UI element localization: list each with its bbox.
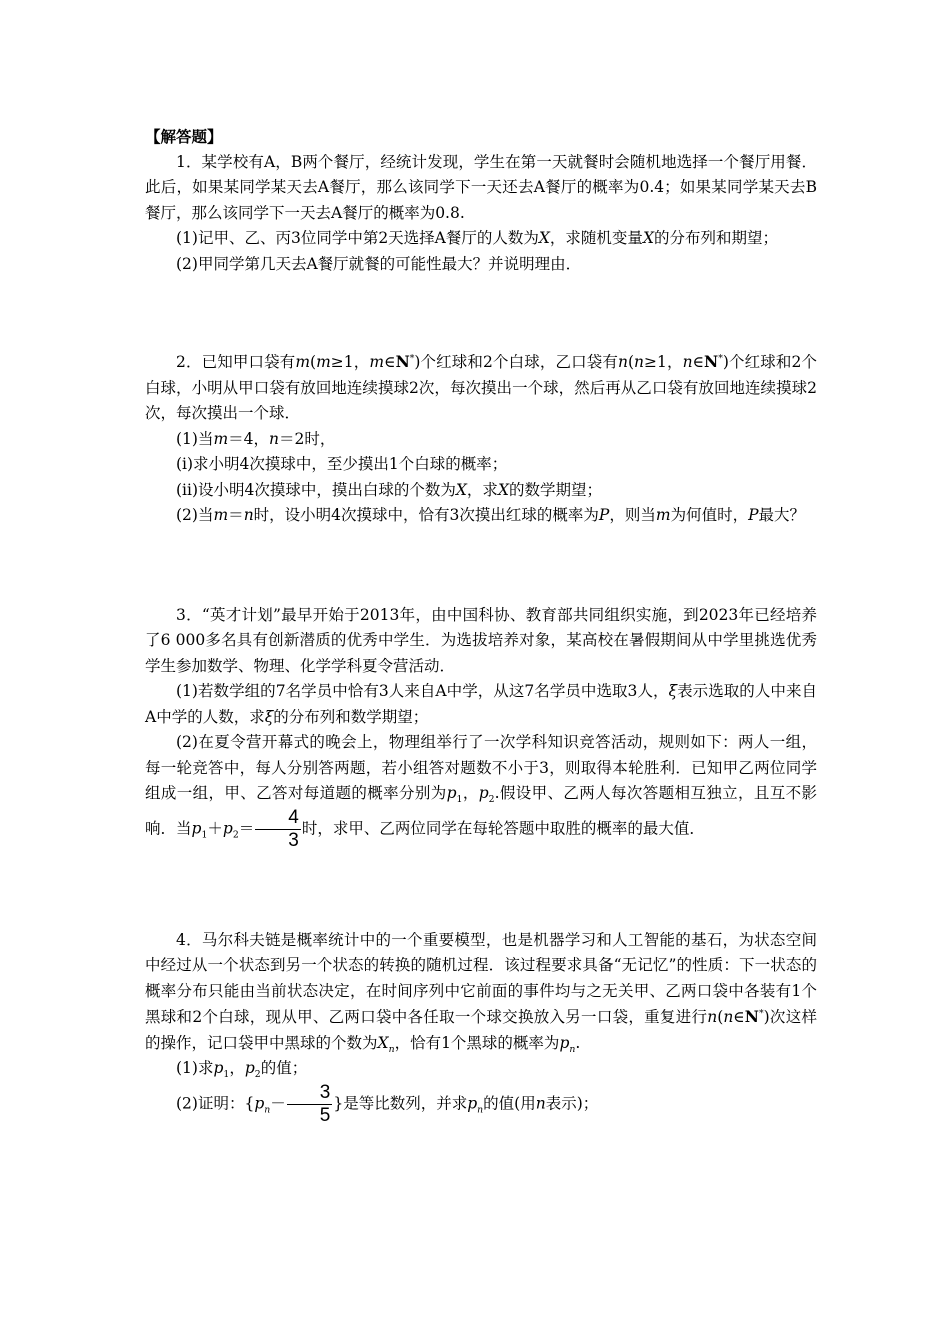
question-1-part-1: (1)记甲、乙、丙3位同学中第2天选择A餐厅的人数为X，求随机变量X的分布列和期望；	[176, 229, 778, 247]
question-1-stem: 1．某学校有A，B两个餐厅，经统计发现，学生在第一天就餐时会随机地选择一个餐厅用餐．此后，如果某同学某天去A餐厅，那么该同学下一天还去A餐厅的概率为0.4；如果某同学某天去B餐厅，那么该同学下一天去A餐厅的概率为0.8.	[145, 152, 817, 222]
question-1	[145, 150, 817, 278]
fraction-three-fifths: $\frac{3}{5}$	[287, 1082, 333, 1127]
question-3-part-1: (1)若数学组的7名学员中恰有3人来自A中学，从这7名学员中选取3人，ξ表示选取的人中来自A中学的人数，求ξ的分布列和数学期望；	[145, 682, 817, 726]
question-4-part-2: (2)证明：{$p_n-$ $\frac{3}{5}$ }是等比数列，并求$p_n$的值(用n表示)；	[176, 1081, 599, 1126]
question-2	[145, 349, 817, 529]
question-3	[145, 603, 817, 852]
question-2-part-1: (1)当m＝4，n＝2时，	[176, 429, 336, 448]
question-1-part-2: (2)甲同学第几天去A餐厅就餐的可能性最大？并说明理由．	[176, 254, 582, 273]
question-4	[145, 928, 817, 1127]
document-body	[145, 118, 817, 1127]
question-2-part-1-ii: (ⅱ)设小明4次摸球中，摸出白球的个数为X，求X的数学期望；	[176, 480, 602, 499]
question-3-stem: 3．“英才计划”最早开始于2013年，由中国科协、教育部共同组织实施，到2023年已经培养了6 000多名具有创新潜质的优秀中学生．为选拔培养对象，某高校在暑假期间从中学里挑选优秀学生参加数学、物理、化学学科夏令营活动．	[145, 605, 817, 675]
fraction-four-thirds: $\frac{4}{3}$	[255, 807, 301, 852]
question-3-part-2: (2)在夏令营开幕式的晚会上，物理组举行了一次学科知识竞答活动，规则如下：两人一组，每一轮竞答中，每人分别答两题，若小组答对题数不小于3，则取得本轮胜利．已知甲乙两位同学组成一组，甲、乙答对每道题的概率分别为$p_1$，$p_2$.假设甲、乙两人每次答题相互独立，且互不影响．当$p_1+p_2=$ $\frac{4}{3}$ 时，求甲、乙两位同学在每轮答题中取胜的概率的最大值．	[145, 733, 817, 851]
question-2-part-1-i: (ⅰ)求小明4次摸球中，至少摸出1个白球的概率；	[176, 455, 508, 473]
question-2-stem: 2．已知甲口袋有m(m≥1，m∈N*)个红球和2个白球，乙口袋有n(n≥1，n∈N*)个红球和2个白球，小明从甲口袋有放回地连续摸球2次，每次摸出一个球，然后再从乙口袋有放回地连续摸球2次，每次摸出一个球．	[145, 352, 817, 422]
question-4-part-1: (1)求$p_1$，$p_2$的值；	[176, 1059, 308, 1081]
question-4-stem: 4．马尔科夫链是概率统计中的一个重要模型，也是机器学习和人工智能的基石，为状态空间中经过从一个状态到另一个状态的转换的随机过程．该过程要求具备“无记忆”的性质：下一状态的概率分布只能由当前状态决定，在时间序列中它前面的事件均与之无关甲、乙两口袋中各装有1个黑球和2个白球，现从甲、乙两口袋中各任取一个球交换放入另一口袋，重复进行n(n∈N*)次这样的操作，记口袋甲中黑球的个数为$X_n$，恰有1个黑球的概率为$p_n$.	[145, 930, 817, 1055]
section-heading: 【解答题】	[145, 127, 223, 146]
question-2-part-2: (2)当m＝n时，设小明4次摸球中，恰有3次摸出红球的概率为P，则当m为何值时，P最大？	[176, 506, 806, 524]
